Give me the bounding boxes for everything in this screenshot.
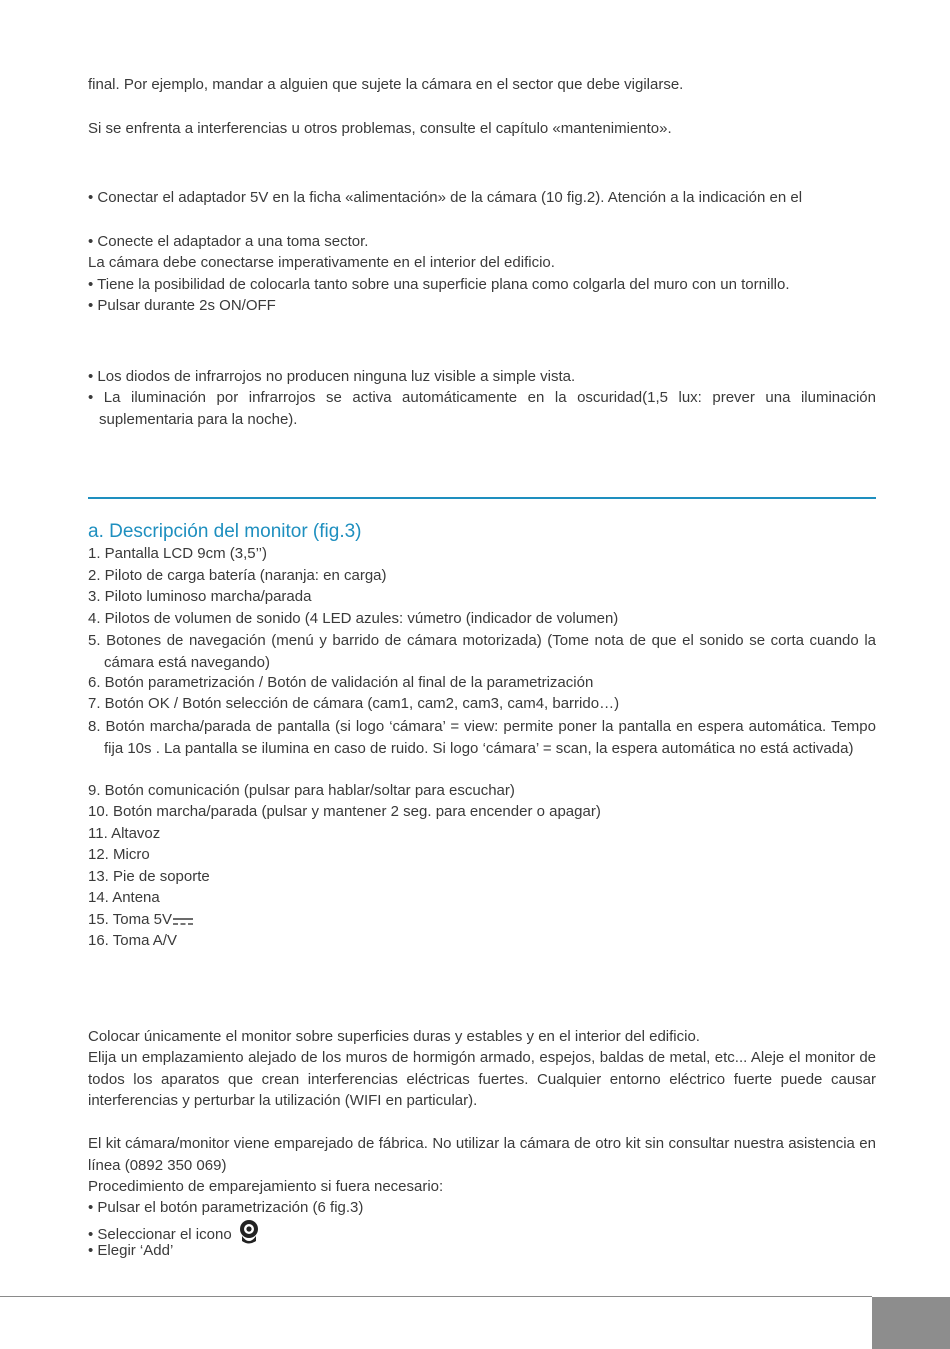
text-line: • Pulsar durante 2s ON/OFF <box>88 297 276 314</box>
bullet-item: • La iluminación por infrarrojos se activa automáticamente en la oscuridad(1,5 lux: prever una iluminación suplementaria para la noche). <box>88 389 876 428</box>
list-item: 10. Botón marcha/parada (pulsar y mantener 2 seg. para encender o apagar) <box>88 803 601 820</box>
list-item: 9. Botón comunicación (pulsar para hablar/soltar para escuchar) <box>88 782 515 799</box>
list-item: 12. Micro <box>88 846 150 863</box>
list-item: 7. Botón OK / Botón selección de cámara (cam1, cam2, cam3, cam4, barrido…) <box>88 695 620 712</box>
list-item: 2. Piloto de carga batería (naranja: en carga) <box>88 567 387 584</box>
page-number-tab <box>872 1297 950 1349</box>
section-divider <box>88 497 876 499</box>
list-item: 14. Antena <box>88 889 160 906</box>
bullet-item: • Elegir ‘Add’ <box>88 1242 174 1259</box>
list-item: 6. Botón parametrización / Botón de validación al final de la parametrización <box>88 674 594 691</box>
bullet-item: • Los diodos de infrarrojos no producen ninguna luz visible a simple vista. <box>88 368 576 385</box>
text-line: • Conecte el adaptador a una toma sector. <box>88 233 369 250</box>
list-item: 4. Pilotos de volumen de sonido (4 LED azules: vúmetro (indicador de volumen) <box>88 610 619 627</box>
list-item: 11. Altavoz <box>88 825 161 842</box>
list-item: 3. Piloto luminoso marcha/parada <box>88 588 312 605</box>
text-line: Si se enfrenta a interferencias u otros problemas, consulte el capítulo «mantenimiento». <box>88 120 672 137</box>
bullet-item-label: • Seleccionar el icono <box>88 1226 232 1243</box>
text-line: • Tiene la posibilidad de colocarla tanto sobre una superficie plana como colgarla del muro con un tornillo. <box>88 276 790 293</box>
list-item <box>88 910 193 930</box>
bullet-item: • Pulsar el botón parametrización (6 fig.3) <box>88 1199 364 1216</box>
list-item: 1. Pantalla LCD 9cm (3,5’’) <box>88 545 267 562</box>
list-item: 8. Botón marcha/parada de pantalla (si logo ‘cámara’ = view: permite poner la pantalla en espera automática. Tempo fija 10s . La pantalla se ilumina en caso de ruido. Si logo ‘cámara’ = scan, la espera automática no está activada) <box>88 718 876 757</box>
list-item: 16. Toma A/V <box>88 932 177 949</box>
text-line: La cámara debe conectarse imperativamente en el interior del edificio. <box>88 254 555 271</box>
text-line: • Conectar el adaptador 5V en la ficha «alimentación» de la cámara (10 fig.2). Atención a la indicación en el <box>88 189 803 206</box>
paragraph: Elija un emplazamiento alejado de los muros de hormigón armado, espejos, baldas de metal, etc... Aleje el monitor de todos los aparatos que crean interferencias eléctricas fuertes. Cualquier entorno eléctrico fuerte puede causar interferencias y perturbar la utilización (WIFI en particular). <box>88 1049 876 1109</box>
text-line: final. Por ejemplo, mandar a alguien que sujete la cámara en el sector que debe vigilarse. <box>88 76 684 93</box>
section-heading: a. Descripción del monitor (fig.3) <box>88 521 362 542</box>
list-item-label: 15. Toma 5V <box>88 911 172 928</box>
list-item: 13. Pie de soporte <box>88 868 210 885</box>
dc-symbol-icon <box>173 916 193 926</box>
list-item: 5. Botones de navegación (menú y barrido de cámara motorizada) (Tome nota de que el sonido se corta cuando la cámara está navegando) <box>88 632 876 671</box>
text-line: Colocar únicamente el monitor sobre superficies duras y estables y en el interior del edificio. <box>88 1028 700 1045</box>
paragraph: El kit cámara/monitor viene emparejado de fábrica. No utilizar la cámara de otro kit sin consultar nuestra asistencia en línea (0892 350 069) <box>88 1135 876 1174</box>
camera-icon <box>238 1219 260 1245</box>
text-line: Procedimiento de emparejamiento si fuera necesario: <box>88 1178 444 1195</box>
footer-divider <box>0 1296 872 1297</box>
